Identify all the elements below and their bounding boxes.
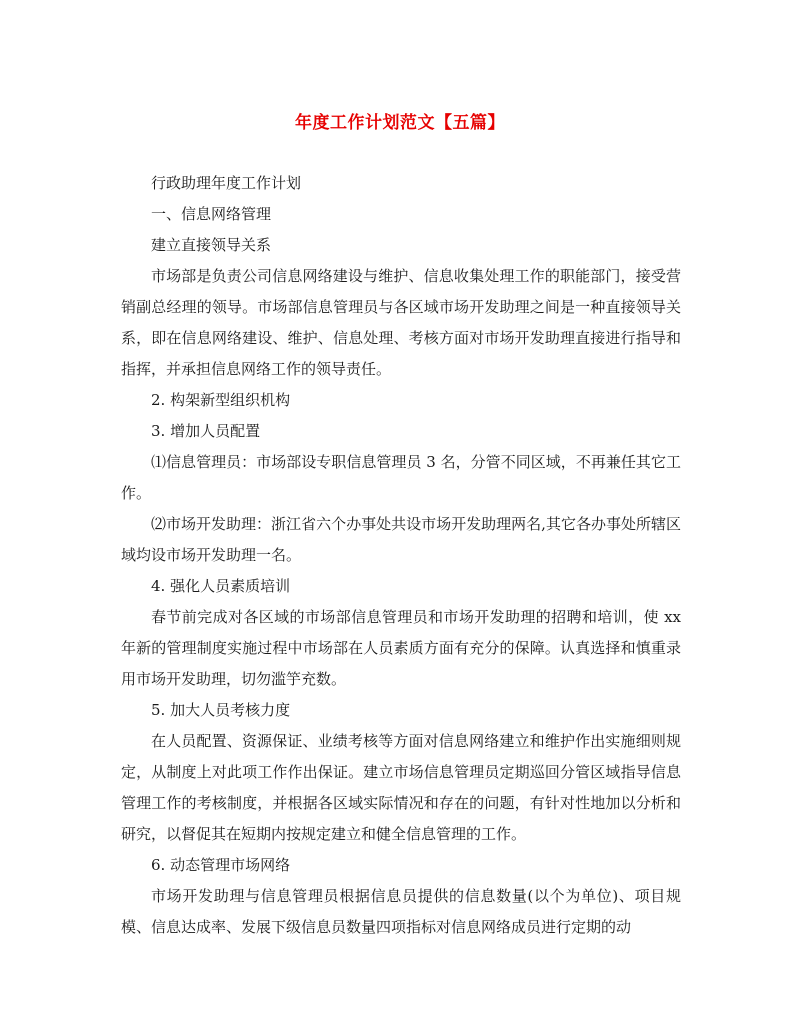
document-title: 年度工作计划范文【五篇】: [295, 113, 505, 133]
paragraph-item-3-2: ⑵市场开发助理：浙江省六个办事处共设市场开发助理两名,其它各办事处所辖区域均设市场开发助理一名。: [121, 515, 681, 564]
paragraph-item-2-heading: 2. 构架新型组织机构: [151, 391, 291, 409]
paragraph-item-3-heading: 3. 增加人员配置: [151, 422, 261, 440]
paragraph-item-3-1: ⑴信息管理员：市场部设专职信息管理员 3 名，分管不同区域，不再兼任其它工作。: [121, 453, 681, 502]
paragraph-item-6-body: 市场开发助理与信息管理员根据信息员提供的信息数量(以个为单位)、项目规模、信息达成率、发展下级信息员数量四项指标对信息网络成员进行定期的动: [121, 887, 681, 936]
paragraph-item-4-heading: 4. 强化人员素质培训: [151, 577, 291, 595]
paragraph-leadership-body: 市场部是负责公司信息网络建设与维护、信息收集处理工作的职能部门，接受营销副总经理的领导。市场部信息管理员与各区域市场开发助理之间是一种直接领导关系，即在信息网络建设、维护、信息处理、考核方面对市场开发助理直接进行指导和指挥，并承担信息网络工作的领导责任。: [121, 267, 681, 378]
paragraph-subheading-leadership: 建立直接领导关系: [151, 236, 272, 254]
paragraph-item-5-body: 在人员配置、资源保证、业绩考核等方面对信息网络建立和维护作出实施细则规定，从制度上对此项工作作出保证。建立市场信息管理员定期巡回分管区域指导信息管理工作的考核制度，并根据各区域实际情况和存在的问题，有针对性地加以分析和研究，以督促其在短期内按规定建立和健全信息管理的工作。: [121, 732, 681, 843]
document-body: [121, 168, 681, 943]
paragraph-item-5-heading: 5. 加大人员考核力度: [151, 701, 291, 719]
paragraph-plan-heading: 行政助理年度工作计划: [151, 174, 302, 192]
paragraph-item-6-heading: 6. 动态管理市场网络: [151, 856, 291, 874]
paragraph-section-1-heading: 一、信息网络管理: [151, 205, 272, 223]
paragraph-item-4-body: 春节前完成对各区域的市场部信息管理员和市场开发助理的招聘和培训，使 xx 年新的管理制度实施过程中市场部在人员素质方面有充分的保障。认真选择和慎重录用市场开发助理，切勿滥竽充数。: [121, 608, 681, 688]
